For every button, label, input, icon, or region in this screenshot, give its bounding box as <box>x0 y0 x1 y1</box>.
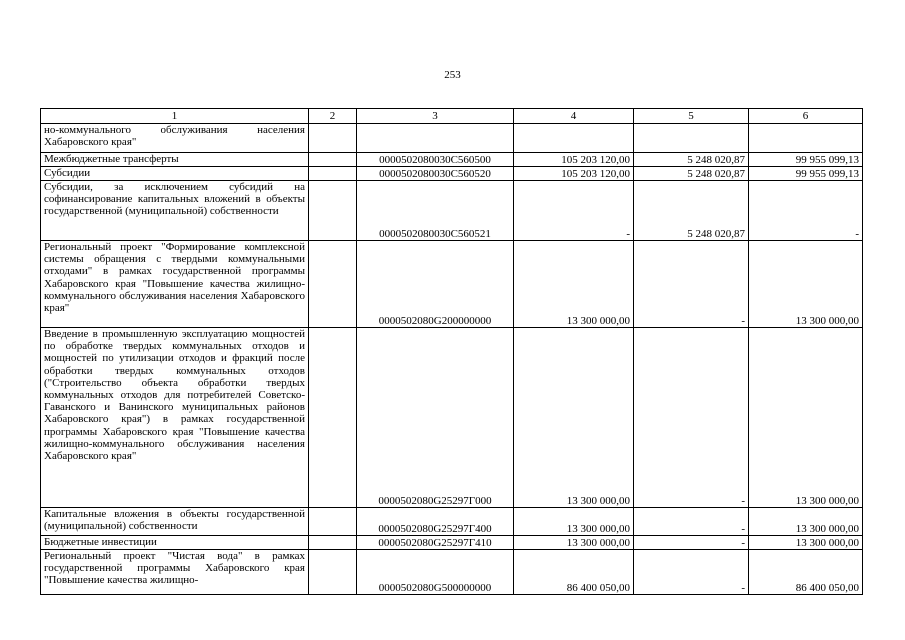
row-col2 <box>309 328 357 508</box>
header-col-5: 5 <box>634 109 749 124</box>
row-value-6: 13 300 000,00 <box>749 536 863 550</box>
table-row <box>41 241 863 328</box>
row-col2 <box>309 167 357 181</box>
row-description: Субсидии, за исключением субсидий на софинансирование капитальных вложений в объекты государственной (муниципальной) собственности <box>41 181 309 241</box>
row-code: 0000502080030С560500 <box>357 153 514 167</box>
row-value-6: 99 955 099,13 <box>749 167 863 181</box>
row-value-5: 5 248 020,87 <box>634 167 749 181</box>
row-value-4: 105 203 120,00 <box>514 153 634 167</box>
row-value-5: - <box>634 536 749 550</box>
row-col2 <box>309 550 357 595</box>
row-value-5: 5 248 020,87 <box>634 181 749 241</box>
row-value-6: 13 300 000,00 <box>749 241 863 328</box>
row-value-4: 13 300 000,00 <box>514 328 634 508</box>
row-value-6: - <box>749 181 863 241</box>
header-col-4: 4 <box>514 109 634 124</box>
row-code: 0000502080G25297Г410 <box>357 536 514 550</box>
header-col-6: 6 <box>749 109 863 124</box>
table-header-row <box>41 109 863 124</box>
row-value-5: 5 248 020,87 <box>634 153 749 167</box>
row-col2 <box>309 536 357 550</box>
row-description: но-коммунального обслуживания населения Хабаровского края" <box>41 124 309 153</box>
table-row <box>41 167 863 181</box>
table-row <box>41 153 863 167</box>
row-code: 0000502080030С560520 <box>357 167 514 181</box>
row-code: 0000502080G25297Г000 <box>357 328 514 508</box>
row-value-5: - <box>634 550 749 595</box>
row-value-5: - <box>634 328 749 508</box>
row-value-6: 13 300 000,00 <box>749 328 863 508</box>
table-row <box>41 328 863 508</box>
table-row <box>41 124 863 153</box>
table-row <box>41 508 863 536</box>
row-description: Капитальные вложения в объекты государственной (муниципальной) собственности <box>41 508 309 536</box>
row-value-5 <box>634 124 749 153</box>
table-row <box>41 550 863 595</box>
row-col2 <box>309 181 357 241</box>
row-description: Бюджетные инвестиции <box>41 536 309 550</box>
page-number: 253 <box>444 69 461 81</box>
row-code: 0000502080G25297Г400 <box>357 508 514 536</box>
row-value-5: - <box>634 508 749 536</box>
budget-table <box>40 108 863 595</box>
row-value-4: 105 203 120,00 <box>514 167 634 181</box>
row-col2 <box>309 124 357 153</box>
row-value-5: - <box>634 241 749 328</box>
row-value-4: 86 400 050,00 <box>514 550 634 595</box>
row-value-6: 99 955 099,13 <box>749 153 863 167</box>
row-description: Введение в промышленную эксплуатацию мощностей по обработке твердых коммунальных отходов и мощностей по утилизации отходов и фракций после обработки твердых коммунальных отходов ("Строительство объекта обработки твердых коммунальных отходов для потребителей Советско-Гаванского и Ванинского муниципальных районов Хабаровского края") в рамках государственной программы Хабаровского края "Повышение качества жилищно-коммунального обслуживания населения Хабаровского края" <box>41 328 309 508</box>
row-value-4: 13 300 000,00 <box>514 508 634 536</box>
header-col-2: 2 <box>309 109 357 124</box>
row-description: Региональный проект "Формирование комплексной системы обращения с твердыми коммунальными отходами" в рамках государственной программы Хабаровского края "Повышение качества жилищно-коммунального обслуживания населения Хабаровского края" <box>41 241 309 328</box>
table-row <box>41 181 863 241</box>
row-description: Межбюджетные трансферты <box>41 153 309 167</box>
row-code: 0000502080030С560521 <box>357 181 514 241</box>
row-col2 <box>309 508 357 536</box>
row-description: Региональный проект "Чистая вода" в рамках государственной программы Хабаровского края "Повышение качества жилищно- <box>41 550 309 595</box>
row-value-6 <box>749 124 863 153</box>
row-code: 0000502080G500000000 <box>357 550 514 595</box>
row-value-4: 13 300 000,00 <box>514 536 634 550</box>
row-value-6: 13 300 000,00 <box>749 508 863 536</box>
row-code <box>357 124 514 153</box>
table-row <box>41 536 863 550</box>
header-col-1: 1 <box>41 109 309 124</box>
row-code: 0000502080G200000000 <box>357 241 514 328</box>
header-col-3: 3 <box>357 109 514 124</box>
row-value-6: 86 400 050,00 <box>749 550 863 595</box>
row-value-4 <box>514 124 634 153</box>
row-col2 <box>309 153 357 167</box>
row-value-4: 13 300 000,00 <box>514 241 634 328</box>
row-value-4: - <box>514 181 634 241</box>
row-description: Субсидии <box>41 167 309 181</box>
row-col2 <box>309 241 357 328</box>
